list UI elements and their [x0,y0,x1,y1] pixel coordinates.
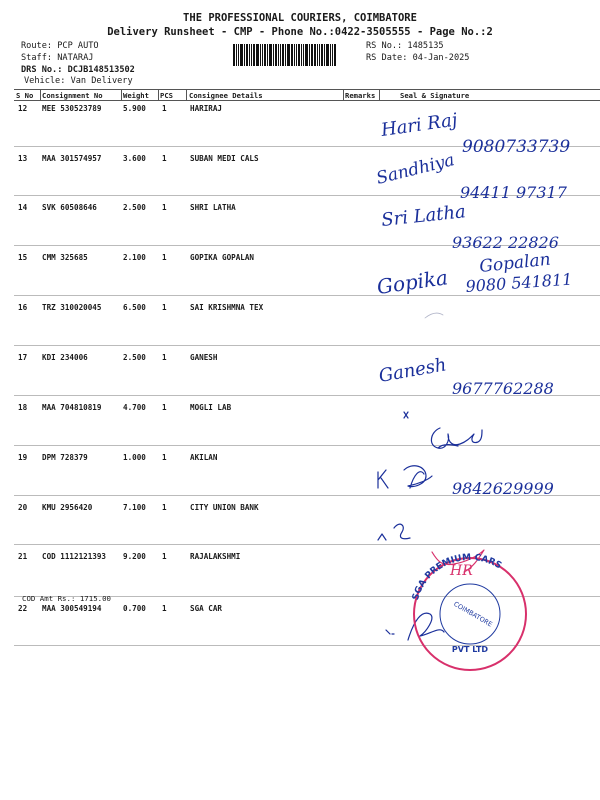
rs-number: RS No.: 1485135 [366,41,444,51]
row-sno: 16 [18,303,28,312]
row-weight: 3.600 [123,154,146,163]
col-pcs: PCS [160,91,173,100]
row-sno: 13 [18,154,28,163]
row-weight: 6.500 [123,303,146,312]
row-sno: 12 [18,104,28,113]
row-pcs: 1 [162,203,167,212]
row-sno: 15 [18,253,28,262]
row-pcs: 1 [162,453,167,462]
row-consignment: SVK 60508646 [42,203,97,212]
row-sno: 18 [18,403,28,412]
row-pcs: 1 [162,104,167,113]
row-consignment: MAA 704810819 [42,403,102,412]
row-pcs: 1 [162,552,167,561]
col-consignee: Consignee Details [189,91,263,100]
row-pcs: 1 [162,353,167,362]
row-weight: 9.200 [123,552,146,561]
col-weight: Weight [123,91,149,100]
signature-19-phone: 9842629999 [452,479,554,498]
drs-label: DRS No.: [21,65,63,75]
row-weight: 4.700 [123,403,146,412]
company-stamp [411,553,526,670]
row-sno: 14 [18,203,28,212]
row-weight: 5.900 [123,104,146,113]
signature-17-name: Ganesh [377,354,449,387]
vehicle-label: Vehicle: Van Delivery [24,76,133,86]
signature-19-scribble [378,466,432,488]
row-sno: 17 [18,353,28,362]
signature-17-phone: 9677762288 [452,379,554,398]
signature-20-mark [378,524,410,540]
row-consignee: RAJALAKSHMI [190,552,241,561]
row-consignment: MAA 300549194 [42,604,102,613]
row-consignment: TRZ 310020045 [42,303,102,312]
row-pcs: 1 [162,604,167,613]
row-consignment: KMU 2956420 [42,503,93,512]
signature-18-scribble [431,428,482,448]
row-pcs: 1 [162,253,167,262]
row-consignment: COD 1112121393 [42,552,107,561]
signature-12-name: Hari Raj [379,109,459,141]
stamp-ring-suffix: PVT LTD [451,645,489,654]
row-pcs: 1 [162,303,167,312]
row-sno: 19 [18,453,28,462]
row-pcs: 1 [162,403,167,412]
row-consignment: KDI 234006 [42,353,88,362]
row-sno: 21 [18,552,28,561]
row-consignee: SUBAN MEDI CALS [190,154,259,163]
route-label: Route: PCP AUTO [21,41,99,51]
cod-amount: COD Amt Rs.: 1715.00 [22,594,111,603]
row-weight: 2.100 [123,253,146,262]
signature-14-name: Sri Latha [380,201,467,231]
row-consignee: AKILAN [190,453,218,462]
signature-13-name: Sandhiya [374,150,457,189]
signature-18-mark [404,412,408,418]
company-title: THE PROFESSIONAL COURIERS, COIMBATORE [183,12,417,24]
row-weight: 7.100 [123,503,146,512]
row-consignee: GOPIKA GOPALAN [190,253,255,262]
row-sno: 22 [18,604,28,613]
row-consignee: MOGLI LAB [190,403,232,412]
stamp-initials: HR [450,563,473,579]
row-consignment: MEE 530523789 [42,104,102,113]
stamp-center-text: COIMBATORE [452,599,494,629]
col-consignment: Consignment No [42,91,103,100]
row-weight: 2.500 [123,203,146,212]
row-consignee: CITY UNION BANK [190,503,259,512]
stamp-ring-text: SGA PREMIUM CARS [410,552,504,602]
drs-value: DCJB148513502 [67,65,135,75]
signature-16-mark [425,313,443,318]
runsheet-subtitle: Delivery Runsheet - CMP - Phone No.:0422-3505555 - Page No.:2 [107,26,493,38]
signature-15-phone: 9080 541811 [464,269,573,296]
row-weight: 0.700 [123,604,146,613]
row-weight: 2.500 [123,353,146,362]
col-remarks: Remarks [345,91,376,100]
row-sno: 20 [18,503,28,512]
rs-date: RS Date: 04-Jan-2025 [366,53,470,63]
row-pcs: 1 [162,154,167,163]
staff-label: Staff: NATARAJ [21,53,94,63]
row-consignment: CMM 325685 [42,253,88,262]
signature-13-phone: 94411 97317 [460,183,567,202]
signature-15-name-b: Gopika [375,265,450,299]
row-consignee: SAI KRISHMNA TEX [190,303,264,312]
row-consignee: SGA CAR [190,604,223,613]
row-consignment: MAA 301574957 [42,154,102,163]
signature-14-phone: 93622 22826 [452,233,559,252]
row-consignee: HARIRAJ [190,104,223,113]
row-consignee: SHRI LATHA [190,203,236,212]
signature-15-name-a: Gopalan [478,249,552,277]
col-seal: Seal & Signature [400,91,470,100]
row-pcs: 1 [162,503,167,512]
row-consignment: DPM 728379 [42,453,88,462]
signature-12-phone: 9080733739 [462,137,571,157]
row-weight: 1.000 [123,453,146,462]
row-consignee: GANESH [190,353,218,362]
col-sno: S No [16,91,34,100]
